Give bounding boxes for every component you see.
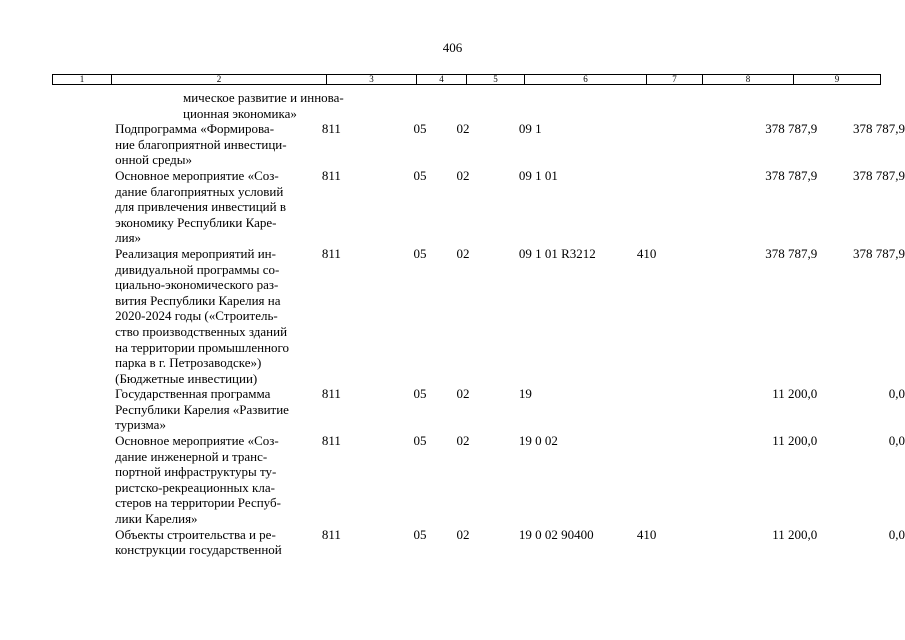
cell-sum-1: 11 200,0: [772, 433, 818, 449]
cell-name: Основное мероприятие «Соз- дание инженерной и транс- портной инфраструктуры ту- ристско-рекреационных кла- стеров на территории Респуб- лики Карелия»: [115, 433, 281, 527]
cell-name: Подпрограмма «Формирова- ние благоприятной инвестици- онной среды»: [115, 121, 287, 168]
cell-pr: 02: [456, 386, 470, 402]
cell-name: Государственная программа Республики Карелия «Развитие туризма»: [115, 386, 289, 433]
table-header: [52, 74, 881, 85]
cell-rz: 05: [413, 386, 427, 402]
cell-csr: 09 1 01: [518, 167, 558, 183]
cell-pr: 02: [456, 167, 470, 183]
cell-csr: 09 1 01 R3212: [518, 245, 596, 261]
cell-ved: 811: [321, 167, 341, 183]
table-row: [0, 246, 905, 386]
cell-rz: 05: [413, 121, 427, 137]
cell-vr: [637, 121, 686, 168]
cell-sum-2: 0,0: [888, 526, 905, 542]
cell-pr: 02: [456, 526, 470, 542]
table-row: [0, 433, 905, 527]
cell-sum-1: 378 787,9: [765, 167, 818, 183]
cell-ved: 811: [321, 121, 341, 137]
cell-pr: 02: [456, 433, 470, 449]
cell-ved: 811: [321, 245, 341, 261]
cell-pr: 02: [456, 121, 470, 137]
cell-pr: 02: [456, 245, 470, 261]
cell-sum-1: 378 787,9: [765, 121, 818, 137]
header-col-9: 9: [834, 74, 840, 84]
table-row: [0, 527, 905, 558]
cell-sum-2: 378 787,9: [853, 245, 905, 261]
cell-name: мическое развитие и иннова- ционная экономика»: [183, 90, 344, 121]
cell-sum-2: 378 787,9: [853, 121, 905, 137]
header-col-2: 2: [112, 75, 327, 84]
table-body: [0, 90, 905, 558]
cell-csr: 19 0 02: [518, 433, 558, 449]
header-col-6: 6: [525, 75, 647, 84]
page-number: 406: [442, 40, 463, 55]
cell-name: Объекты строительства и ре- конструкции государственной: [115, 526, 282, 558]
cell-sum-1: 11 200,0: [772, 526, 818, 542]
cell-vr: [637, 386, 686, 433]
cell-csr: 19 0 02 90400: [518, 526, 594, 542]
table-row: [0, 121, 905, 168]
cell-vr: 410: [636, 245, 657, 261]
header-col-1: 1: [53, 75, 112, 84]
table-row: [0, 168, 905, 246]
cell-sum-1: 11 200,0: [772, 386, 818, 402]
header-col-7: 7: [647, 75, 703, 84]
header-col-4: 4: [417, 75, 467, 84]
header-col-3: 3: [327, 75, 417, 84]
cell-ved: 811: [321, 386, 341, 402]
header-col-8: 8: [703, 75, 794, 84]
cell-sum-2: 0,0: [888, 386, 905, 402]
table-row: [0, 90, 905, 121]
table-row: [0, 386, 905, 433]
cell-sum-2: 378 787,9: [853, 167, 905, 183]
cell-rz: 05: [413, 245, 427, 261]
cell-rz: 05: [413, 526, 427, 542]
cell-rz: 05: [413, 167, 427, 183]
cell-name: Реализация мероприятий ин- дивидуальной программы со- циально-экономического раз- вития Республики Карелия на 2020-2024 годы («Строитель- ство производственных зданий на территории промышленного парка в г. Петрозаводске») (Бюджетные инвестиции): [115, 245, 290, 386]
header-col-5: 5: [467, 75, 525, 84]
cell-vr: [637, 433, 686, 527]
cell-rz: 05: [413, 433, 427, 449]
cell-vr: [637, 168, 686, 246]
cell-col-1: [0, 90, 65, 121]
cell-csr: 09 1: [518, 121, 542, 137]
cell-csr: 19: [518, 386, 532, 402]
cell-sum-2: 0,0: [888, 433, 905, 449]
cell-name: Основное мероприятие «Соз- дание благоприятных условий для привлечения инвестиций в экономику Республики Каре- лия»: [115, 167, 286, 246]
cell-ved: 811: [321, 526, 341, 542]
cell-ved: 811: [321, 433, 341, 449]
cell-sum-1: 378 787,9: [765, 245, 818, 261]
cell-vr: 410: [636, 526, 657, 542]
